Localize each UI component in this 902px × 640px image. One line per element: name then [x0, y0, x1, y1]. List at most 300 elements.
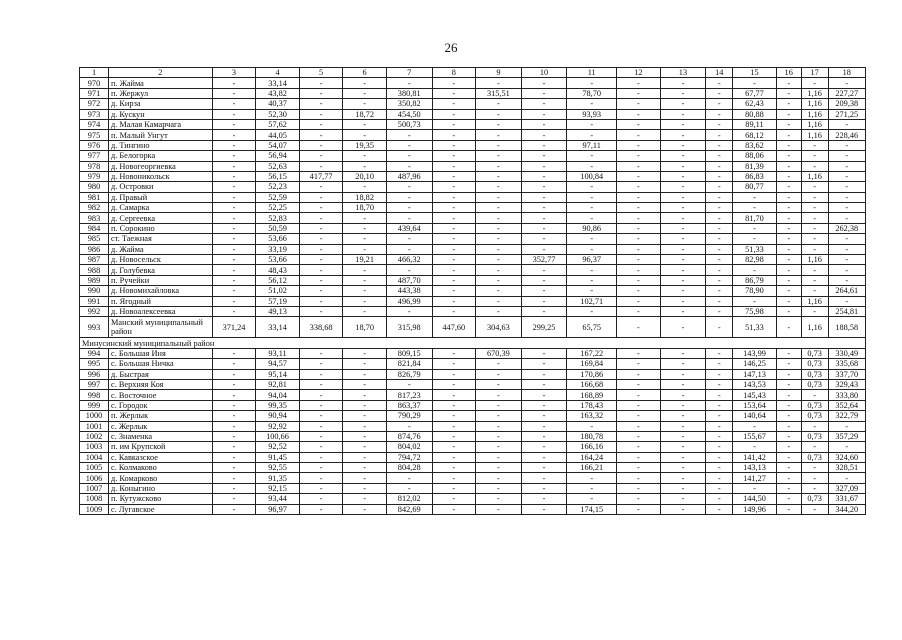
table-cell: 67,77: [733, 88, 777, 98]
table-cell: -: [299, 192, 343, 202]
table-cell: 53,66: [256, 255, 300, 265]
table-cell: -: [776, 369, 801, 379]
table-cell: 1003: [80, 442, 109, 452]
table-row: [80, 203, 866, 213]
table-cell: -: [521, 431, 567, 441]
table-cell: 166,21: [567, 463, 617, 473]
table-cell: -: [801, 463, 828, 473]
table-cell: -: [299, 119, 343, 129]
table-cell: -: [567, 130, 617, 140]
table-cell: -: [476, 171, 522, 181]
table-cell: 254,81: [828, 306, 865, 316]
table-cell: -: [801, 182, 828, 192]
table-cell: -: [776, 473, 801, 483]
table-cell: 93,11: [256, 348, 300, 358]
table-cell: 140,64: [733, 411, 777, 421]
table-cell: 371,24: [212, 317, 256, 338]
table-cell: -: [386, 265, 432, 275]
table-cell: -: [432, 151, 476, 161]
table-cell: -: [299, 151, 343, 161]
table-cell: 145,43: [733, 390, 777, 400]
table-cell: 357,29: [828, 431, 865, 441]
table-cell: -: [801, 421, 828, 431]
table-cell: -: [212, 379, 256, 389]
table-cell: -: [476, 442, 522, 452]
tariff-table: [79, 67, 866, 515]
table-cell: -: [432, 421, 476, 431]
table-cell: 0,73: [801, 452, 828, 462]
table-cell: -: [706, 317, 733, 338]
table-cell: 56,12: [256, 275, 300, 285]
table-cell: -: [299, 234, 343, 244]
table-cell: -: [212, 140, 256, 150]
table-cell: -: [776, 78, 801, 88]
table-cell: 1007: [80, 483, 109, 493]
table-cell: -: [299, 78, 343, 88]
table-cell: 93,93: [567, 109, 617, 119]
table-cell: -: [706, 88, 733, 98]
table-cell: -: [299, 223, 343, 233]
table-row: [80, 88, 866, 98]
table-cell: -: [476, 473, 522, 483]
table-cell: -: [776, 109, 801, 119]
table-cell: 8: [432, 68, 476, 78]
table-cell: 153,64: [733, 400, 777, 410]
table-cell: -: [706, 255, 733, 265]
table-cell: 18,72: [343, 109, 387, 119]
table-cell: -: [299, 213, 343, 223]
table-cell: -: [212, 369, 256, 379]
table-cell: -: [617, 379, 661, 389]
table-cell: -: [706, 286, 733, 296]
table-cell: -: [521, 265, 567, 275]
table-cell: 443,38: [386, 286, 432, 296]
table-cell: -: [706, 171, 733, 181]
table-cell: 487,96: [386, 171, 432, 181]
table-cell: д. Кирза: [109, 99, 213, 109]
table-cell: 986: [80, 244, 109, 254]
table-cell: -: [212, 275, 256, 285]
table-cell: -: [733, 192, 777, 202]
table-cell: -: [299, 265, 343, 275]
table-cell: д. Коныгино: [109, 483, 213, 493]
table-cell: -: [617, 182, 661, 192]
table-cell: с. Жерлык: [109, 421, 213, 431]
table-cell: -: [617, 473, 661, 483]
table-cell: -: [521, 130, 567, 140]
table-cell: -: [617, 130, 661, 140]
table-cell: 91,35: [256, 473, 300, 483]
table-cell: -: [521, 483, 567, 493]
table-cell: 65,75: [567, 317, 617, 338]
table-cell: -: [521, 275, 567, 285]
table-cell: -: [212, 119, 256, 129]
table-cell: д. Островки: [109, 182, 213, 192]
table-cell: -: [432, 359, 476, 369]
table-cell: 500,73: [386, 119, 432, 129]
table-cell: -: [828, 265, 865, 275]
table-cell: 809,15: [386, 348, 432, 358]
table-cell: -: [476, 463, 522, 473]
table-cell: -: [476, 359, 522, 369]
table-cell: -: [432, 140, 476, 150]
table-cell: 2: [109, 68, 213, 78]
table-cell: 147,13: [733, 369, 777, 379]
table-cell: 88,06: [733, 151, 777, 161]
table-cell: 18,70: [343, 203, 387, 213]
table-cell: -: [212, 421, 256, 431]
table-cell: -: [617, 109, 661, 119]
table-cell: 993: [80, 317, 109, 338]
table-cell: 874,76: [386, 431, 432, 441]
table-cell: -: [212, 234, 256, 244]
table-cell: -: [212, 452, 256, 462]
table-cell: -: [343, 286, 387, 296]
table-cell: 821,84: [386, 359, 432, 369]
table-cell: -: [567, 275, 617, 285]
table-cell: 971: [80, 88, 109, 98]
table-cell: ст. Таежная: [109, 234, 213, 244]
table-cell: -: [521, 452, 567, 462]
table-cell: -: [617, 203, 661, 213]
table-cell: -: [432, 348, 476, 358]
table-cell: с. Колмаково: [109, 463, 213, 473]
table-cell: -: [776, 296, 801, 306]
table-cell: -: [521, 213, 567, 223]
table-cell: -: [828, 161, 865, 171]
table-cell: 670,39: [476, 348, 522, 358]
table-cell: с. Лугавское: [109, 504, 213, 514]
table-cell: 299,25: [521, 317, 567, 338]
table-cell: -: [521, 99, 567, 109]
table-cell: -: [567, 286, 617, 296]
table-cell: -: [617, 140, 661, 150]
table-cell: -: [733, 442, 777, 452]
table-cell: -: [567, 78, 617, 88]
table-cell: -: [567, 192, 617, 202]
table-cell: -: [617, 452, 661, 462]
table-cell: 20,10: [343, 171, 387, 181]
table-cell: -: [521, 151, 567, 161]
table-cell: -: [706, 306, 733, 316]
table-cell: 984: [80, 223, 109, 233]
table-cell: -: [476, 390, 522, 400]
table-cell: 975: [80, 130, 109, 140]
table-cell: -: [776, 130, 801, 140]
table-cell: -: [299, 275, 343, 285]
table-cell: -: [476, 182, 522, 192]
table-cell: -: [801, 161, 828, 171]
table-cell: -: [432, 504, 476, 514]
table-cell: 78,70: [567, 88, 617, 98]
table-cell: -: [476, 379, 522, 389]
table-cell: -: [343, 78, 387, 88]
table-row: [80, 379, 866, 389]
table-cell: 149,96: [733, 504, 777, 514]
table-cell: 52,59: [256, 192, 300, 202]
table-cell: -: [212, 182, 256, 192]
page-number: 26: [444, 40, 458, 55]
table-cell: -: [828, 255, 865, 265]
table-row: [80, 78, 866, 88]
table-cell: -: [660, 473, 706, 483]
table-cell: -: [828, 203, 865, 213]
table-cell: 166,68: [567, 379, 617, 389]
table-cell: 53,66: [256, 234, 300, 244]
table-cell: 141,27: [733, 473, 777, 483]
table-row: [80, 317, 866, 338]
table-cell: -: [299, 203, 343, 213]
table-cell: -: [660, 286, 706, 296]
table-cell: -: [706, 182, 733, 192]
table-cell: -: [386, 161, 432, 171]
table-cell: -: [432, 494, 476, 504]
table-cell: -: [660, 379, 706, 389]
table-row: [80, 473, 866, 483]
table-cell: -: [386, 78, 432, 88]
table-cell: 92,92: [256, 421, 300, 431]
table-cell: -: [617, 223, 661, 233]
table-cell: -: [733, 78, 777, 88]
table-cell: -: [212, 78, 256, 88]
table-cell: 9: [476, 68, 522, 78]
table-cell: -: [617, 265, 661, 275]
table-cell: -: [828, 421, 865, 431]
table-cell: -: [776, 421, 801, 431]
table-cell: -: [801, 234, 828, 244]
table-row: [80, 483, 866, 493]
table-cell: -: [801, 265, 828, 275]
table-cell: 102,71: [567, 296, 617, 306]
table-cell: -: [476, 192, 522, 202]
table-cell: -: [617, 119, 661, 129]
table-cell: с. Кавказское: [109, 452, 213, 462]
table-cell: -: [432, 265, 476, 275]
table-cell: -: [521, 494, 567, 504]
table-cell: -: [343, 483, 387, 493]
table-cell: -: [660, 296, 706, 306]
table-cell: 262,38: [828, 223, 865, 233]
table-cell: с. Восточное: [109, 390, 213, 400]
table-cell: -: [776, 494, 801, 504]
table-cell: 96,37: [567, 255, 617, 265]
table-cell: -: [432, 182, 476, 192]
table-cell: -: [776, 275, 801, 285]
table-cell: -: [776, 182, 801, 192]
table-cell: 12: [617, 68, 661, 78]
table-cell: -: [299, 421, 343, 431]
table-row: [80, 286, 866, 296]
table-row: [80, 119, 866, 129]
table-cell: 33,14: [256, 78, 300, 88]
table-cell: -: [521, 473, 567, 483]
table-cell: -: [617, 442, 661, 452]
table-cell: -: [432, 452, 476, 462]
table-cell: 144,50: [733, 494, 777, 504]
table-cell: -: [776, 286, 801, 296]
table-cell: -: [343, 452, 387, 462]
table-cell: -: [660, 140, 706, 150]
table-cell: 995: [80, 359, 109, 369]
table-cell: -: [476, 400, 522, 410]
table-cell: -: [343, 504, 387, 514]
table-cell: -: [828, 442, 865, 452]
table-cell: 170,86: [567, 369, 617, 379]
table-cell: -: [706, 213, 733, 223]
table-cell: 92,15: [256, 483, 300, 493]
table-cell: -: [212, 463, 256, 473]
table-cell: 75,98: [733, 306, 777, 316]
table-cell: -: [706, 494, 733, 504]
table-cell: д. Новосельск: [109, 255, 213, 265]
table-cell: 18: [828, 68, 865, 78]
table-cell: -: [432, 463, 476, 473]
table-cell: 100,66: [256, 431, 300, 441]
table-cell: -: [828, 192, 865, 202]
table-cell: 52,25: [256, 203, 300, 213]
table-cell: -: [212, 213, 256, 223]
table-cell: -: [660, 151, 706, 161]
table-cell: -: [660, 255, 706, 265]
table-cell: 1: [80, 68, 109, 78]
table-cell: -: [386, 192, 432, 202]
table-cell: -: [212, 130, 256, 140]
table-cell: -: [776, 192, 801, 202]
table-cell: -: [776, 265, 801, 275]
table-cell: -: [776, 442, 801, 452]
table-cell: 143,13: [733, 463, 777, 473]
table-cell: 0,73: [801, 494, 828, 504]
table-row: [80, 99, 866, 109]
table-cell: 998: [80, 390, 109, 400]
table-cell: -: [567, 119, 617, 129]
table-cell: -: [660, 317, 706, 338]
table-cell: -: [660, 275, 706, 285]
table-cell: -: [660, 265, 706, 275]
table-cell: -: [567, 494, 617, 504]
table-cell: 57,19: [256, 296, 300, 306]
table-cell: -: [828, 140, 865, 150]
table-cell: 1002: [80, 431, 109, 441]
table-cell: -: [343, 431, 387, 441]
table-cell: 973: [80, 109, 109, 119]
table-cell: 1006: [80, 473, 109, 483]
table-cell: 188,58: [828, 317, 865, 338]
table-cell: -: [567, 182, 617, 192]
table-cell: 271,25: [828, 109, 865, 119]
table-cell: д. Тингино: [109, 140, 213, 150]
table-cell: -: [299, 306, 343, 316]
table-cell: -: [432, 369, 476, 379]
table-cell: д. Голубевка: [109, 265, 213, 275]
table-cell: 50,59: [256, 223, 300, 233]
table-cell: 163,32: [567, 411, 617, 421]
table-cell: 54,07: [256, 140, 300, 150]
table-cell: -: [299, 400, 343, 410]
table-row: [80, 348, 866, 358]
table-cell: -: [432, 296, 476, 306]
table-cell: 174,15: [567, 504, 617, 514]
table-cell: -: [343, 244, 387, 254]
section-title: Минусинский муниципальный район: [80, 338, 866, 348]
table-cell: 18,70: [343, 317, 387, 338]
table-cell: 979: [80, 171, 109, 181]
table-cell: -: [386, 306, 432, 316]
table-cell: 51,02: [256, 286, 300, 296]
table-cell: с. Большая Иня: [109, 348, 213, 358]
table-cell: -: [706, 452, 733, 462]
table-cell: 454,50: [386, 109, 432, 119]
table-cell: -: [828, 119, 865, 129]
table-cell: 86,79: [733, 275, 777, 285]
table-cell: -: [432, 234, 476, 244]
table-cell: -: [476, 504, 522, 514]
table-cell: п. им Крупской: [109, 442, 213, 452]
table-cell: -: [801, 78, 828, 88]
table-cell: -: [386, 182, 432, 192]
table-cell: -: [521, 306, 567, 316]
table-cell: с. Большая Ничка: [109, 359, 213, 369]
table-cell: -: [617, 192, 661, 202]
table-cell: -: [660, 130, 706, 140]
table-cell: -: [801, 151, 828, 161]
table-cell: -: [567, 213, 617, 223]
table-cell: -: [343, 213, 387, 223]
table-cell: 19,21: [343, 255, 387, 265]
table-cell: -: [706, 119, 733, 129]
table-cell: -: [476, 296, 522, 306]
table-cell: -: [706, 296, 733, 306]
table-cell: -: [617, 359, 661, 369]
table-cell: -: [432, 255, 476, 265]
table-cell: 68,12: [733, 130, 777, 140]
table-cell: -: [617, 483, 661, 493]
table-row: [80, 296, 866, 306]
table-cell: -: [476, 234, 522, 244]
table-cell: -: [343, 494, 387, 504]
table-cell: -: [828, 171, 865, 181]
table-cell: 1004: [80, 452, 109, 462]
table-cell: 817,23: [386, 390, 432, 400]
table-cell: -: [776, 119, 801, 129]
table-row: [80, 431, 866, 441]
table-cell: -: [299, 431, 343, 441]
table-cell: -: [617, 99, 661, 109]
table-cell: -: [776, 151, 801, 161]
table-cell: -: [567, 203, 617, 213]
table-cell: -: [343, 296, 387, 306]
table-cell: 81,70: [733, 213, 777, 223]
table-cell: 1008: [80, 494, 109, 504]
table-cell: 352,64: [828, 400, 865, 410]
table-cell: -: [476, 109, 522, 119]
table-cell: -: [432, 431, 476, 441]
table-cell: -: [567, 234, 617, 244]
table-cell: -: [733, 296, 777, 306]
table-cell: д. Белогорка: [109, 151, 213, 161]
table-cell: -: [299, 296, 343, 306]
table-cell: -: [299, 359, 343, 369]
table-cell: -: [212, 411, 256, 421]
table-cell: -: [212, 161, 256, 171]
table-cell: -: [432, 244, 476, 254]
table-cell: 56,15: [256, 171, 300, 181]
table-cell: 86,83: [733, 171, 777, 181]
table-cell: 337,70: [828, 369, 865, 379]
table-cell: 80,88: [733, 109, 777, 119]
table-cell: -: [521, 171, 567, 181]
table-cell: -: [706, 99, 733, 109]
